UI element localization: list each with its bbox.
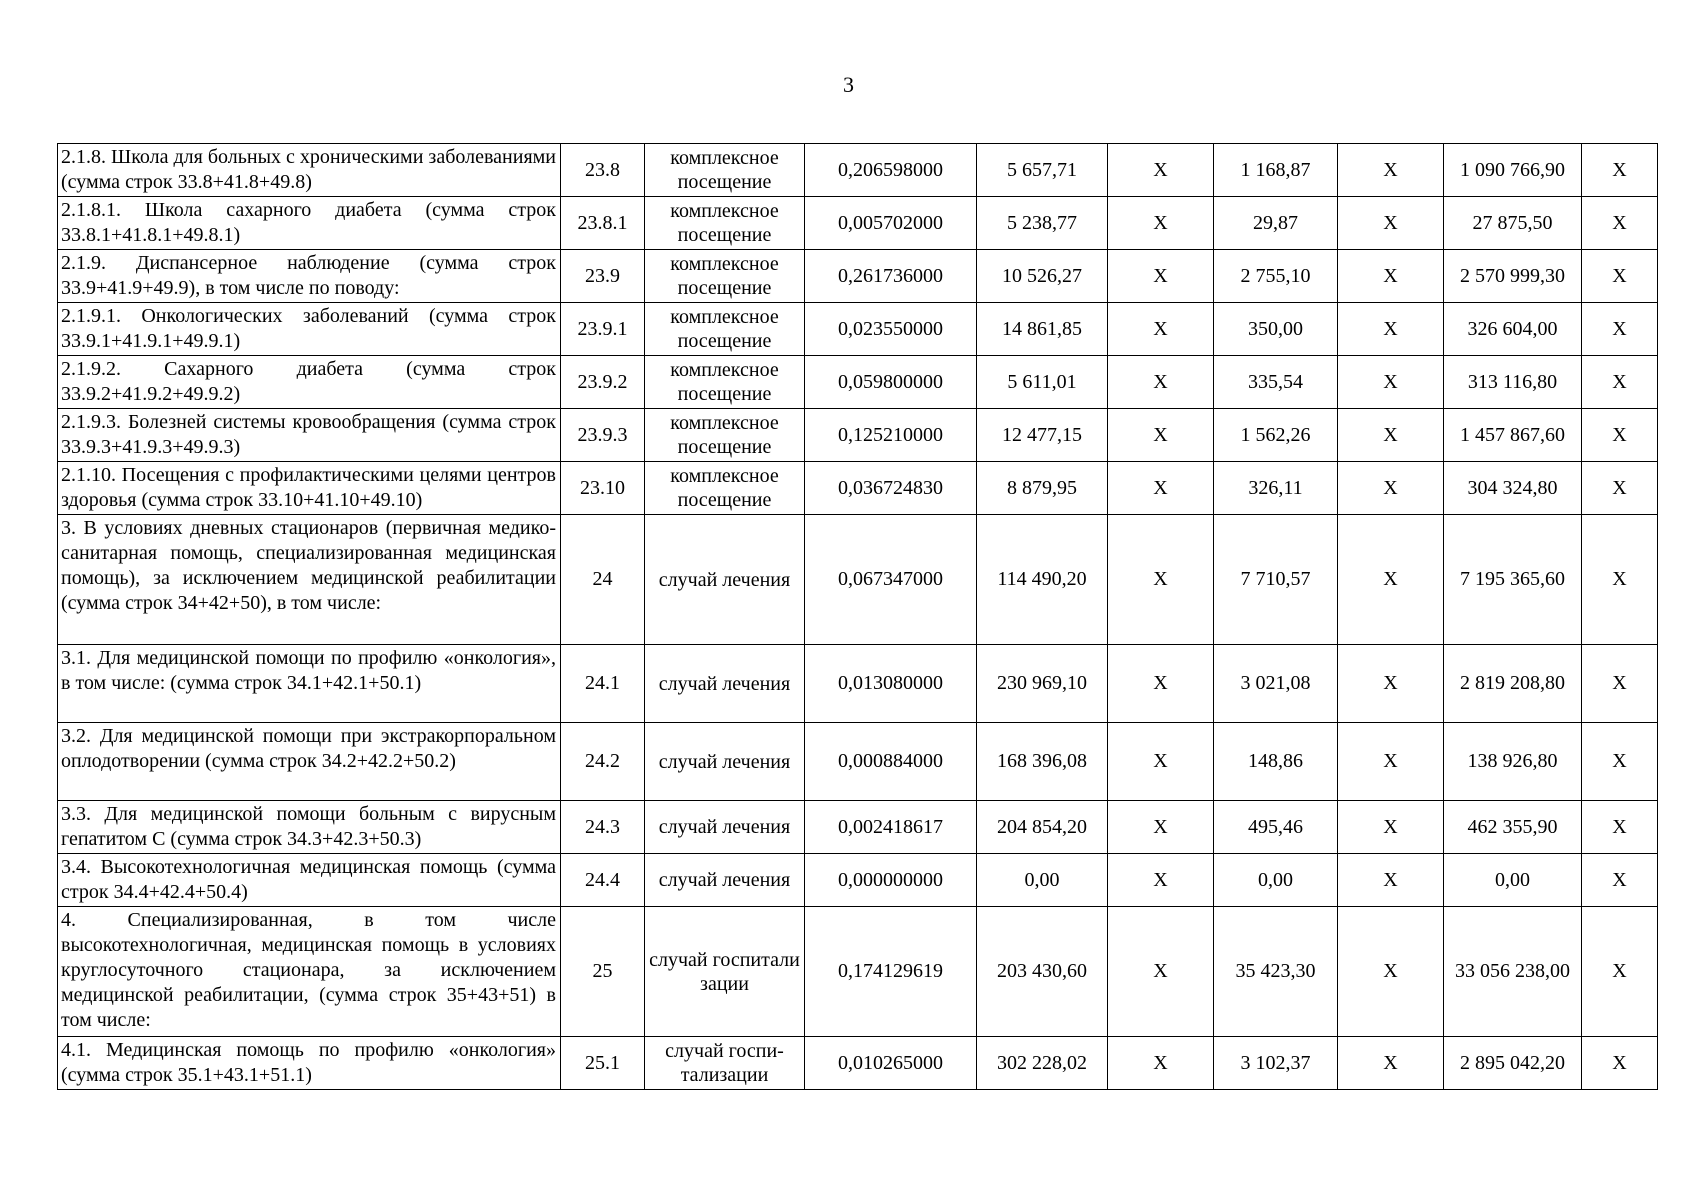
row-cost: 12 477,15 — [977, 409, 1108, 462]
table-row — [58, 854, 1658, 907]
row-norm: 0,036724830 — [805, 462, 977, 515]
table-row — [58, 907, 1658, 1037]
row-name: 4. Специализированная, в том числе высокотехнологичная, медицинская помощь в условиях круглосуточного стационара, за исключением медицинской реабилитации, (сумма строк 35+43+51) в том числе: — [58, 907, 561, 1037]
row-cell-x: X — [1108, 303, 1214, 356]
row-name: 3.3. Для медицинской помощи больным с вирусным гепатитом С (сумма строк 34.3+42.3+50.3) — [58, 801, 561, 854]
table-row — [58, 197, 1658, 250]
row-unit: случай госпи-тализации — [645, 1037, 805, 1090]
row-cell-x: X — [1108, 409, 1214, 462]
table-row — [58, 462, 1658, 515]
row-unit: комплексное посещение — [645, 144, 805, 197]
row-norm: 0,000000000 — [805, 854, 977, 907]
row-name: 3. В условиях дневных стационаров (первичная медико-санитарная помощь, специализированная медицинская помощь), за исключением медицинской реабилитации (сумма строк 34+42+50), в том числе: — [58, 515, 561, 645]
row-total: 0,00 — [1444, 854, 1582, 907]
row-total: 7 195 365,60 — [1444, 515, 1582, 645]
row-cell-x: X — [1338, 801, 1444, 854]
row-norm: 0,067347000 — [805, 515, 977, 645]
row-name: 2.1.8.1. Школа сахарного диабета (сумма строк 33.8.1+41.8.1+49.8.1) — [58, 197, 561, 250]
row-total: 462 355,90 — [1444, 801, 1582, 854]
row-cell-x: X — [1582, 462, 1658, 515]
row-unit: комплексное посещение — [645, 197, 805, 250]
row-cell-x: X — [1338, 303, 1444, 356]
row-code: 24 — [561, 515, 645, 645]
row-norm: 0,261736000 — [805, 250, 977, 303]
row-name: 2.1.8. Школа для больных с хроническими заболеваниями (сумма строк 33.8+41.8+49.8) — [58, 144, 561, 197]
row-total: 138 926,80 — [1444, 723, 1582, 801]
row-cost: 302 228,02 — [977, 1037, 1108, 1090]
row-code: 23.9.3 — [561, 409, 645, 462]
row-unit: комплексное посещение — [645, 409, 805, 462]
row-cell-x: X — [1582, 723, 1658, 801]
table-row — [58, 723, 1658, 801]
row-cell-x: X — [1582, 250, 1658, 303]
row-cell-x: X — [1338, 409, 1444, 462]
row-code: 23.8 — [561, 144, 645, 197]
row-cost: 204 854,20 — [977, 801, 1108, 854]
table-row — [58, 303, 1658, 356]
row-code: 24.2 — [561, 723, 645, 801]
row-cost: 0,00 — [977, 854, 1108, 907]
row-norm: 0,002418617 — [805, 801, 977, 854]
row-cell-x: X — [1338, 645, 1444, 723]
row-code: 25.1 — [561, 1037, 645, 1090]
row-cell-x: X — [1338, 515, 1444, 645]
row-cell-x: X — [1108, 723, 1214, 801]
table-row — [58, 515, 1658, 645]
row-code: 23.9.2 — [561, 356, 645, 409]
row-code: 23.10 — [561, 462, 645, 515]
row-cost: 5 611,01 — [977, 356, 1108, 409]
row-cell-x: X — [1338, 907, 1444, 1037]
row-value: 326,11 — [1214, 462, 1338, 515]
row-norm: 0,013080000 — [805, 645, 977, 723]
row-norm: 0,005702000 — [805, 197, 977, 250]
row-cell-x: X — [1338, 462, 1444, 515]
row-code: 24.1 — [561, 645, 645, 723]
row-cell-x: X — [1108, 197, 1214, 250]
row-cell-x: X — [1582, 854, 1658, 907]
row-value: 1 562,26 — [1214, 409, 1338, 462]
row-code: 25 — [561, 907, 645, 1037]
row-cell-x: X — [1582, 356, 1658, 409]
row-cell-x: X — [1108, 462, 1214, 515]
row-value: 350,00 — [1214, 303, 1338, 356]
row-total: 33 056 238,00 — [1444, 907, 1582, 1037]
row-unit: случай лечения — [645, 515, 805, 645]
row-cell-x: X — [1338, 723, 1444, 801]
row-value: 35 423,30 — [1214, 907, 1338, 1037]
row-value: 3 021,08 — [1214, 645, 1338, 723]
row-name: 3.2. Для медицинской помощи при экстракорпоральном оплодотворении (сумма строк 34.2+42.2+50.2) — [58, 723, 561, 801]
row-cell-x: X — [1108, 645, 1214, 723]
row-cost: 5 657,71 — [977, 144, 1108, 197]
table-row — [58, 144, 1658, 197]
row-cost: 5 238,77 — [977, 197, 1108, 250]
table-row — [58, 250, 1658, 303]
row-cost: 10 526,27 — [977, 250, 1108, 303]
table-row — [58, 801, 1658, 854]
row-cell-x: X — [1338, 356, 1444, 409]
row-unit: случай лечения — [645, 645, 805, 723]
row-unit: комплексное посещение — [645, 462, 805, 515]
row-unit: случай лечения — [645, 854, 805, 907]
row-cell-x: X — [1582, 907, 1658, 1037]
row-norm: 0,000884000 — [805, 723, 977, 801]
row-name: 3.4. Высокотехнологичная медицинская помощь (сумма строк 34.4+42.4+50.4) — [58, 854, 561, 907]
row-cell-x: X — [1582, 801, 1658, 854]
row-value: 29,87 — [1214, 197, 1338, 250]
row-cell-x: X — [1582, 409, 1658, 462]
page-number: 3 — [843, 72, 854, 97]
row-norm: 0,206598000 — [805, 144, 977, 197]
row-total: 2 819 208,80 — [1444, 645, 1582, 723]
row-code: 24.3 — [561, 801, 645, 854]
row-cell-x: X — [1582, 1037, 1658, 1090]
row-value: 1 168,87 — [1214, 144, 1338, 197]
row-cell-x: X — [1108, 250, 1214, 303]
row-total: 2 570 999,30 — [1444, 250, 1582, 303]
row-total: 326 604,00 — [1444, 303, 1582, 356]
row-cell-x: X — [1582, 197, 1658, 250]
row-norm: 0,174129619 — [805, 907, 977, 1037]
row-cell-x: X — [1338, 144, 1444, 197]
row-norm: 0,059800000 — [805, 356, 977, 409]
row-norm: 0,010265000 — [805, 1037, 977, 1090]
row-cell-x: X — [1338, 250, 1444, 303]
row-cost: 203 430,60 — [977, 907, 1108, 1037]
row-cell-x: X — [1108, 854, 1214, 907]
row-name: 2.1.9.2. Сахарного диабета (сумма строк 33.9.2+41.9.2+49.9.2) — [58, 356, 561, 409]
row-total: 304 324,80 — [1444, 462, 1582, 515]
row-value: 495,46 — [1214, 801, 1338, 854]
row-value: 148,86 — [1214, 723, 1338, 801]
row-cell-x: X — [1108, 801, 1214, 854]
row-value: 7 710,57 — [1214, 515, 1338, 645]
row-unit: комплексное посещение — [645, 303, 805, 356]
row-unit: случай лечения — [645, 723, 805, 801]
row-name: 3.1. Для медицинской помощи по профилю «онкология», в том числе: (сумма строк 34.1+42.1+50.1) — [58, 645, 561, 723]
table-row — [58, 645, 1658, 723]
row-total: 27 875,50 — [1444, 197, 1582, 250]
row-cell-x: X — [1582, 645, 1658, 723]
row-name: 2.1.10. Посещения с профилактическими целями центров здоровья (сумма строк 33.10+41.10+49.10) — [58, 462, 561, 515]
row-cost: 14 861,85 — [977, 303, 1108, 356]
table-row — [58, 1037, 1658, 1090]
row-cost: 168 396,08 — [977, 723, 1108, 801]
row-total: 2 895 042,20 — [1444, 1037, 1582, 1090]
table-row — [58, 409, 1658, 462]
row-cell-x: X — [1108, 907, 1214, 1037]
row-code: 24.4 — [561, 854, 645, 907]
row-cell-x: X — [1582, 515, 1658, 645]
row-total: 1 090 766,90 — [1444, 144, 1582, 197]
row-name: 2.1.9. Диспансерное наблюдение (сумма строк 33.9+41.9+49.9), в том числе по поводу: — [58, 250, 561, 303]
row-cost: 230 969,10 — [977, 645, 1108, 723]
row-total: 313 116,80 — [1444, 356, 1582, 409]
medical-care-table — [57, 143, 1658, 1090]
row-code: 23.9.1 — [561, 303, 645, 356]
row-cell-x: X — [1108, 144, 1214, 197]
table-row — [58, 356, 1658, 409]
row-cell-x: X — [1108, 1037, 1214, 1090]
row-unit: случай лечения — [645, 801, 805, 854]
row-code: 23.9 — [561, 250, 645, 303]
row-cell-x: X — [1108, 515, 1214, 645]
row-cell-x: X — [1108, 356, 1214, 409]
row-value: 0,00 — [1214, 854, 1338, 907]
row-value: 3 102,37 — [1214, 1037, 1338, 1090]
row-total: 1 457 867,60 — [1444, 409, 1582, 462]
row-value: 2 755,10 — [1214, 250, 1338, 303]
row-name: 2.1.9.3. Болезней системы кровообращения (сумма строк 33.9.3+41.9.3+49.9.3) — [58, 409, 561, 462]
row-cell-x: X — [1338, 197, 1444, 250]
row-cell-x: X — [1338, 854, 1444, 907]
row-cell-x: X — [1582, 144, 1658, 197]
row-cost: 8 879,95 — [977, 462, 1108, 515]
row-cell-x: X — [1338, 1037, 1444, 1090]
row-unit: комплексное посещение — [645, 250, 805, 303]
row-code: 23.8.1 — [561, 197, 645, 250]
row-norm: 0,023550000 — [805, 303, 977, 356]
row-cell-x: X — [1582, 303, 1658, 356]
row-norm: 0,125210000 — [805, 409, 977, 462]
row-value: 335,54 — [1214, 356, 1338, 409]
row-name: 4.1. Медицинская помощь по профилю «онкология» (сумма строк 35.1+43.1+51.1) — [58, 1037, 561, 1090]
row-cost: 114 490,20 — [977, 515, 1108, 645]
row-unit: случай госпитали зации — [645, 907, 805, 1037]
row-unit: комплексное посещение — [645, 356, 805, 409]
row-name: 2.1.9.1. Онкологических заболеваний (сумма строк 33.9.1+41.9.1+49.9.1) — [58, 303, 561, 356]
